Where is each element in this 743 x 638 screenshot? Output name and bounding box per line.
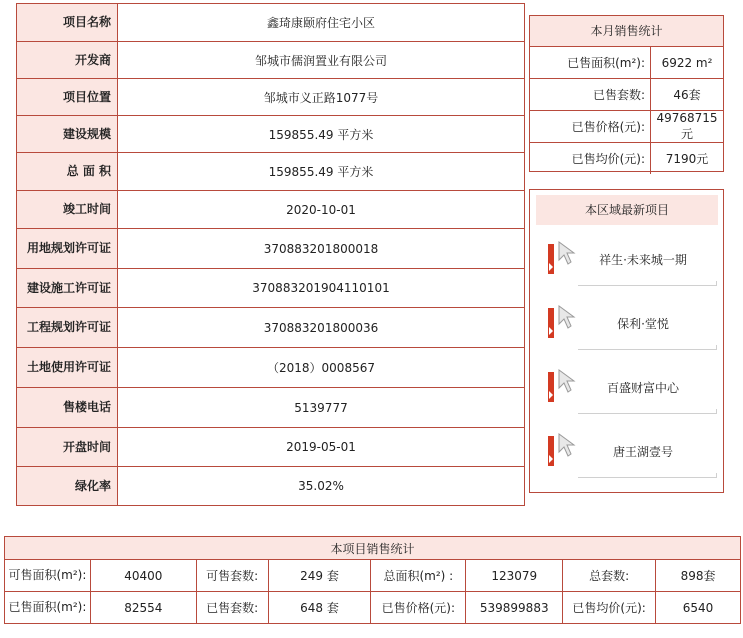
monthly-sales-title: 本月销售统计 <box>530 16 723 47</box>
info-value: 370883201800018 <box>118 229 525 269</box>
info-value: 鑫琦康颐府住宅小区 <box>118 4 525 42</box>
table-row <box>17 153 525 191</box>
info-value: 159855.49 平方米 <box>118 116 525 153</box>
table-row <box>530 111 723 143</box>
info-label: 项目名称 <box>17 4 118 42</box>
table-row <box>17 79 525 116</box>
table-row <box>530 79 723 111</box>
cursor-arrow-icon <box>556 368 580 394</box>
info-value: 2019-05-01 <box>118 428 525 467</box>
monthly-sales-label: 已售面积(m²): <box>530 47 651 79</box>
table-row <box>17 467 525 506</box>
info-value: 35.02% <box>118 467 525 506</box>
monthly-sales-value: 46套 <box>651 79 724 111</box>
new-project-name: 百盛财富中心 <box>606 381 679 395</box>
table-header-row <box>5 537 741 560</box>
stat-value: 539899883 <box>466 592 563 624</box>
monthly-sales-label: 已售均价(元): <box>530 143 651 175</box>
new-project-link[interactable] <box>548 428 716 478</box>
cursor-arrow-icon <box>556 432 580 458</box>
info-value: 2020-10-01 <box>118 191 525 229</box>
info-label: 建设规模 <box>17 116 118 153</box>
info-label: 总 面 积 <box>17 153 118 191</box>
monthly-sales-value: 49768715元 <box>651 111 724 143</box>
stat-label: 总面积(m²) : <box>371 560 466 592</box>
new-project-name: 祥生·未来城一期 <box>599 253 687 267</box>
new-project-name: 保利·堂悦 <box>617 317 669 331</box>
stat-label: 已售均价(元): <box>563 592 656 624</box>
monthly-sales-value: 6922 m² <box>651 47 724 79</box>
info-value: 邹城市儒润置业有限公司 <box>118 42 525 79</box>
monthly-sales-panel <box>529 15 724 172</box>
table-row <box>17 116 525 153</box>
info-label: 竣工时间 <box>17 191 118 229</box>
info-value: 370883201800036 <box>118 308 525 348</box>
info-label: 建设施工许可证 <box>17 269 118 308</box>
table-row <box>17 191 525 229</box>
stat-label: 总套数: <box>563 560 656 592</box>
new-project-link[interactable] <box>548 236 716 286</box>
info-label: 开盘时间 <box>17 428 118 467</box>
new-project-link[interactable] <box>548 300 716 350</box>
cursor-arrow-icon <box>556 304 580 330</box>
table-row <box>17 229 525 269</box>
table-row <box>530 143 723 175</box>
stat-value: 648 套 <box>268 592 371 624</box>
project-sales-table <box>4 536 741 624</box>
info-label: 土地使用许可证 <box>17 348 118 388</box>
stat-label: 可售套数: <box>196 560 268 592</box>
table-row <box>17 348 525 388</box>
project-info-table <box>16 3 525 506</box>
card-marker <box>548 372 554 402</box>
info-label: 项目位置 <box>17 79 118 116</box>
info-label: 用地规划许可证 <box>17 229 118 269</box>
monthly-sales-value: 7190元 <box>665 152 709 166</box>
table-row <box>5 560 741 592</box>
table-row <box>17 4 525 42</box>
stat-value: 123079 <box>466 560 563 592</box>
info-label: 开发商 <box>17 42 118 79</box>
stat-label: 已售面积(m²): <box>5 592 91 624</box>
stat-value: 82554 <box>90 592 196 624</box>
stat-value: 898套 <box>656 560 741 592</box>
table-row <box>17 388 525 428</box>
stat-value: 249 套 <box>268 560 371 592</box>
stat-label: 已售价格(元): <box>371 592 466 624</box>
table-row <box>17 308 525 348</box>
table-row <box>530 47 723 79</box>
card-marker <box>548 308 554 338</box>
table-row <box>17 428 525 467</box>
info-label: 工程规划许可证 <box>17 308 118 348</box>
info-value: 370883201904110101 <box>118 269 525 308</box>
card-marker <box>548 244 554 274</box>
new-project-link[interactable] <box>548 364 716 414</box>
card-marker <box>548 436 554 466</box>
info-value: 159855.49 平方米 <box>118 153 525 191</box>
monthly-sales-label: 已售价格(元): <box>530 111 651 143</box>
stat-label: 可售面积(m²): <box>5 560 91 592</box>
info-value: （2018）0008567 <box>118 348 525 388</box>
stat-label: 已售套数: <box>196 592 268 624</box>
info-label: 售楼电话 <box>17 388 118 428</box>
stat-value: 6540 <box>656 592 741 624</box>
info-value: 邹城市义正路1077号 <box>118 79 525 116</box>
stat-value: 40400 <box>90 560 196 592</box>
cursor-arrow-icon <box>556 240 580 266</box>
new-projects-title: 本区域最新项目 <box>536 195 718 225</box>
info-label: 绿化率 <box>17 467 118 506</box>
table-row <box>17 42 525 79</box>
table-row <box>17 269 525 308</box>
monthly-sales-label: 已售套数: <box>530 79 651 111</box>
new-projects-panel <box>529 189 724 493</box>
table-row <box>5 592 741 624</box>
project-sales-title: 本项目销售统计 <box>5 537 741 560</box>
new-project-name: 唐王湖壹号 <box>612 445 673 459</box>
info-value: 5139777 <box>118 388 525 428</box>
